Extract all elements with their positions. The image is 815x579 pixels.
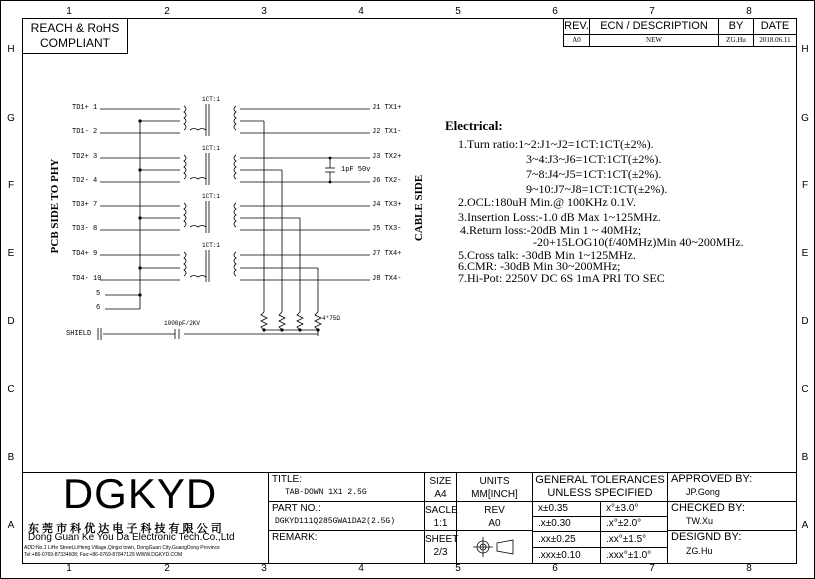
col-label: 4 [358, 563, 364, 574]
tol-angular-2: .x°±2.0° [600, 516, 668, 532]
row-label: H [7, 44, 15, 55]
date-header: DATE [753, 18, 797, 35]
by-value: ZG.Hu [718, 34, 754, 47]
row-label: F [801, 180, 809, 191]
row-label: B [7, 452, 15, 463]
col-label: 2 [164, 563, 170, 574]
spec-line: 1.Turn ratio:1~2:J1~J2=1CT:1CT(±2%). [458, 137, 654, 151]
spec-line: 3~4:J3~J6=1CT:1CT(±2%). [526, 152, 662, 166]
projection-cell [456, 530, 533, 564]
company-logo: DGKYD [62, 470, 218, 517]
col-label: 6 [552, 563, 558, 574]
left-pin-label: TD2+ 3 [72, 153, 98, 161]
spec-line: 5.Cross talk: -30dB Min 1~125MHz. [458, 248, 636, 262]
units-value: MM[INCH] [471, 489, 518, 500]
tol-linear-3: .xx±0.25 [532, 531, 601, 548]
spec-line: 7.Hi-Pot: 2250V DC 6S 1mA PRI TO SEC [458, 271, 665, 285]
units-cell [456, 472, 533, 502]
row-label: D [7, 316, 15, 327]
approved-value: JP.Gong [686, 487, 720, 497]
checked-value: TW.Xu [686, 516, 714, 526]
row-label: H [801, 44, 809, 55]
design-label: DESIGND BY: [671, 531, 742, 543]
remark-label: REMARK: [272, 532, 318, 543]
left-pin-label: TD4- 10 [72, 275, 102, 283]
col-label: 7 [649, 6, 655, 17]
row-label: F [7, 180, 15, 191]
tolerance-title-2: UNLESS SPECIFIED [547, 487, 653, 499]
spec-line: -20+15LOG10(f/40MHz)Min 40~200MHz. [533, 235, 744, 249]
rev-label: REV [484, 505, 505, 516]
right-pin-label: J5 TX3- [372, 225, 402, 233]
left-pin-label: 6 [96, 304, 101, 312]
tol-angular-3: .xx°±1.5° [600, 531, 668, 548]
ratio-label: 1CT:1 [202, 96, 221, 103]
col-label: 3 [261, 563, 267, 574]
scale-cell [424, 501, 457, 531]
date-value: 2018.06.11 [753, 34, 797, 47]
tol-linear-2: .x±0.30 [532, 516, 601, 532]
spec-line: 6.CMR: -30dB Min 30~200MHz; [458, 259, 621, 273]
row-label: C [801, 384, 809, 395]
ecn-header: ECN / DESCRIPTION [589, 18, 719, 35]
row-label: E [7, 248, 15, 259]
spec-line: 2.OCL:180uH Min.@ 100KHz 0.1V. [458, 195, 636, 209]
compliance-line2: COMPLIANT [39, 36, 110, 50]
scale-label: SACLE [425, 505, 458, 516]
col-label: 2 [164, 6, 170, 17]
row-label: G [801, 113, 809, 124]
row-label: A [801, 520, 809, 531]
rev-cell [456, 501, 533, 531]
title-value: TAB-DOWN 1X1 2.5G [285, 488, 367, 497]
company-contact: Tel:+86-0769-87334608; Fax:+86-0769-87847129 WWW.DGKYD.COM [24, 552, 183, 558]
col-label: 5 [455, 6, 461, 17]
row-label: G [7, 113, 15, 124]
row-label: E [801, 248, 809, 259]
col-label: 1 [66, 6, 72, 17]
col-label: 5 [455, 563, 461, 574]
right-pin-label: J7 TX4+ [372, 250, 402, 258]
left-pin-label: 5 [96, 290, 101, 298]
by-header: BY [718, 18, 754, 35]
shield-cap-label: 1000pF/2KV [164, 320, 201, 327]
company-name-en: Dong Guan Ke You Da Electronic Tech.Co.,Ltd [28, 532, 235, 543]
row-label: C [7, 384, 15, 395]
ratio-label: 1CT:1 [202, 242, 221, 249]
row-label: D [801, 316, 809, 327]
tol-angular-1: x°±3.0° [600, 501, 668, 517]
col-label: 6 [552, 6, 558, 17]
pcb-side-label: PCB SIDE TO PHY [49, 158, 61, 254]
spec-line: 9~10:J7~J8=1CT:1CT(±2%). [526, 182, 668, 196]
left-pin-label: TD3- 8 [72, 225, 98, 233]
spec-line: 7~8:J4~J5=1CT:1CT(±2%). [526, 167, 662, 181]
electrical-title: Electrical: [445, 118, 503, 133]
spec-line: 3.Insertion Loss:-1.0 dB Max 1~125MHz. [458, 210, 661, 224]
sheet-value: 2/3 [433, 547, 448, 558]
units-label: UNITS [479, 476, 510, 487]
right-pin-label: J3 TX2+ [372, 153, 402, 161]
rev-block-value: A0 [488, 518, 501, 529]
right-pin-label: J4 TX3+ [372, 201, 402, 209]
cap-label: 1pF 50v [341, 166, 371, 174]
company-address: ADD:No.1 LiHe Street,LiHeng Village,Qingxi town, DongGuan City,GuangDong Province [24, 545, 220, 551]
shield-label: SHIELD [66, 330, 92, 338]
left-pin-label: TD2- 4 [72, 177, 98, 185]
row-label: B [801, 452, 809, 463]
part-label: PART NO.: [272, 503, 321, 514]
sheet-cell [424, 530, 457, 564]
right-pin-label: J8 TX4- [372, 275, 402, 283]
approved-label: APPROVED BY: [671, 473, 753, 485]
company-name-cn: 东 莞 市 科 优 达 电 子 科 技 有 限 公 司 [28, 523, 222, 535]
size-cell [424, 472, 457, 502]
col-label: 7 [649, 563, 655, 574]
right-pin-label: J1 TX1+ [372, 104, 402, 112]
tol-linear-1: x±0.35 [532, 501, 601, 517]
cable-side-label: CABLE SIDE [413, 174, 425, 242]
tolerance-header [532, 472, 668, 502]
ecn-value: NEW [589, 34, 719, 47]
left-pin-label: TD1+ 1 [72, 104, 98, 112]
checked-label: CHECKED BY: [671, 502, 745, 514]
right-pin-label: J6 TX2- [372, 177, 402, 185]
col-label: 8 [746, 563, 752, 574]
left-pin-label: TD4+ 9 [72, 250, 98, 258]
projection-symbol-icon [457, 531, 532, 563]
design-value: ZG.Hu [686, 546, 713, 556]
sheet-label: SHEET [425, 534, 459, 545]
col-label: 4 [358, 6, 364, 17]
ratio-label: 1CT:1 [202, 193, 221, 200]
row-label: A [7, 520, 15, 531]
left-pin-label: TD1- 2 [72, 128, 98, 136]
col-label: 3 [261, 6, 267, 17]
resistor-label: 4*75Ω [322, 315, 341, 322]
title-label: TITLE: [272, 474, 303, 485]
spec-line: 4.Return loss:-20dB Min 1 ~ 40MHz; [460, 223, 642, 237]
part-value: DGKYD111Q285GWA1DA2(2.5G) [275, 517, 396, 526]
tolerance-title-1: GENERAL TOLERANCES [535, 474, 665, 486]
size-value: A4 [434, 489, 447, 500]
tol-linear-4: .xxx±0.10 [532, 547, 601, 564]
rev-header: REV. [563, 18, 590, 35]
col-label: 8 [746, 6, 752, 17]
ratio-label: 1CT:1 [202, 145, 221, 152]
scale-value: 1:1 [433, 518, 448, 529]
col-label: 1 [66, 563, 72, 574]
size-label: SIZE [429, 476, 452, 487]
compliance-line1: REACH & RoHS [30, 21, 120, 35]
rev-value: A0 [563, 34, 590, 47]
tol-angular-4: .xxx°±1.0° [600, 547, 668, 564]
left-pin-label: TD3+ 7 [72, 201, 98, 209]
right-pin-label: J2 TX1- [372, 128, 402, 136]
